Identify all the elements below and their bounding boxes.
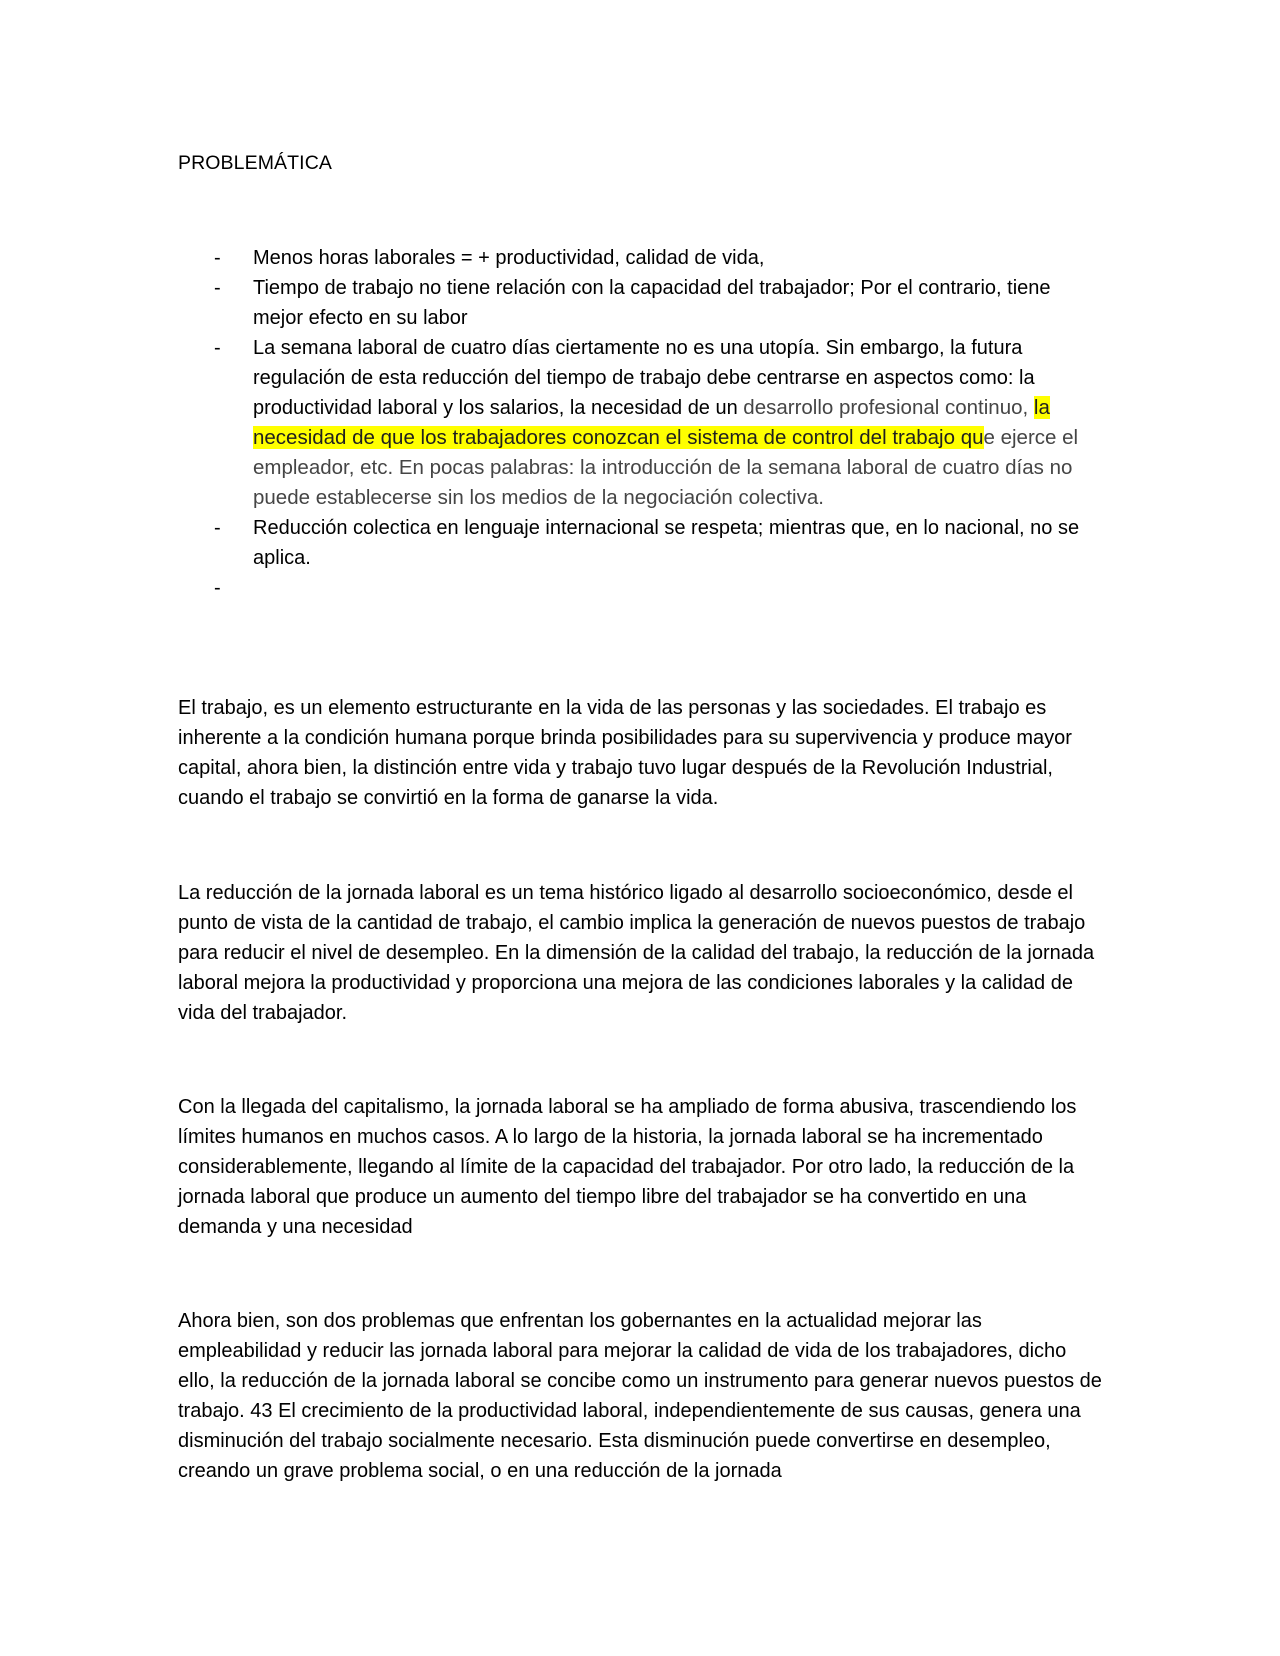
bullet-item [178,273,1098,333]
bullet-text: Menos horas laborales = + productividad, calidad de vida, [253,247,765,269]
bullet-text: Reducción colectica en lenguaje internacional se respeta; mientras que, en lo nacional, no se aplica. [253,517,1080,569]
body-paragraph: Ahora bien, son dos problemas que enfrentan los gobernantes en la actualidad mejorar las empleabilidad y reducir las jornada laboral para mejorar la calidad de vida de los trabajadores, dicho ello, la reducción de la jornada laboral se concibe como un instrumento para generar nuevos puestos de trabajo. 43 El crecimiento de la productividad laboral, independientemente de sus causas, genera una disminución del trabajo socialmente necesario. Esta disminución puede convertirse en desempleo, creando un grave problema social, o en una reducción de la jornada [178,1310,1102,1482]
bullet-text: Tiempo de trabajo no tiene relación con la capacidad del trabajador; Por el contrario, tiene mejor efecto en su labor [253,277,1051,329]
bullet-item [178,513,1098,573]
document-title: PROBLEMÁTICA [178,152,332,174]
body-paragraph: La reducción de la jornada laboral es un tema histórico ligado al desarrollo socioeconómico, desde el punto de vista de la cantidad de trabajo, el cambio implica la generación de nuevos puestos de trabajo para reducir el nivel de desempleo. En la dimensión de la calidad del trabajo, la reducción de la jornada laboral mejora la productividad y proporciona una mejora de las condiciones laborales y la calidad de vida del trabajador. [178,882,1095,1024]
body-paragraph: El trabajo, es un elemento estructurante en la vida de las personas y las sociedades. El trabajo es inherente a la condición humana porque brinda posibilidades para su supervivencia y produce mayor capital, ahora bien, la distinción entre vida y trabajo tuvo lugar después de la Revolución Industrial, cuando el trabajo se convirtió en la forma de ganarse la vida. [178,697,1072,809]
body-paragraph: Con la llegada del capitalismo, la jornada laboral se ha ampliado de forma abusiva, trascendiendo los límites humanos en muchos casos. A lo largo de la historia, la jornada laboral se ha incrementado considerablemente, llegando al límite de la capacidad del trabajador. Por otro lado, la reducción de la jornada laboral que produce un aumento del tiempo libre del trabajador se ha convertido en una demanda y una necesidad [178,1096,1077,1238]
bullet-dash: - [214,337,221,359]
bullet-item [178,333,1098,513]
bullet-dash: - [214,247,221,269]
bullet-text-quoted-end: e ejerce el empleador, etc. En pocas palabras: la introducción de la semana laboral de cuatro días no puede establecerse sin los medios de la negociación colectiva. [253,426,1079,509]
bullet-text-quoted: desarrollo profesional continuo, [743,396,1034,419]
bullet-dash: - [214,517,221,539]
bullet-list [178,243,1098,603]
bullet-text: La semana laboral de cuatro días ciertamente no es una utopía. Sin embargo, la futura regulación de esta reducción del tiempo de trabajo debe centrarse en aspectos como: la productividad laboral y los salarios, la necesidad de un [253,337,1035,419]
highlighted-text: la necesidad de que los trabajadores conozcan el sistema de control del trabajo qu [253,396,1050,449]
bullet-dash: - [214,577,221,599]
bullet-item [178,243,1098,273]
bullet-text [253,577,259,599]
bullet-item-empty [178,573,1098,603]
bullet-dash: - [214,277,221,299]
